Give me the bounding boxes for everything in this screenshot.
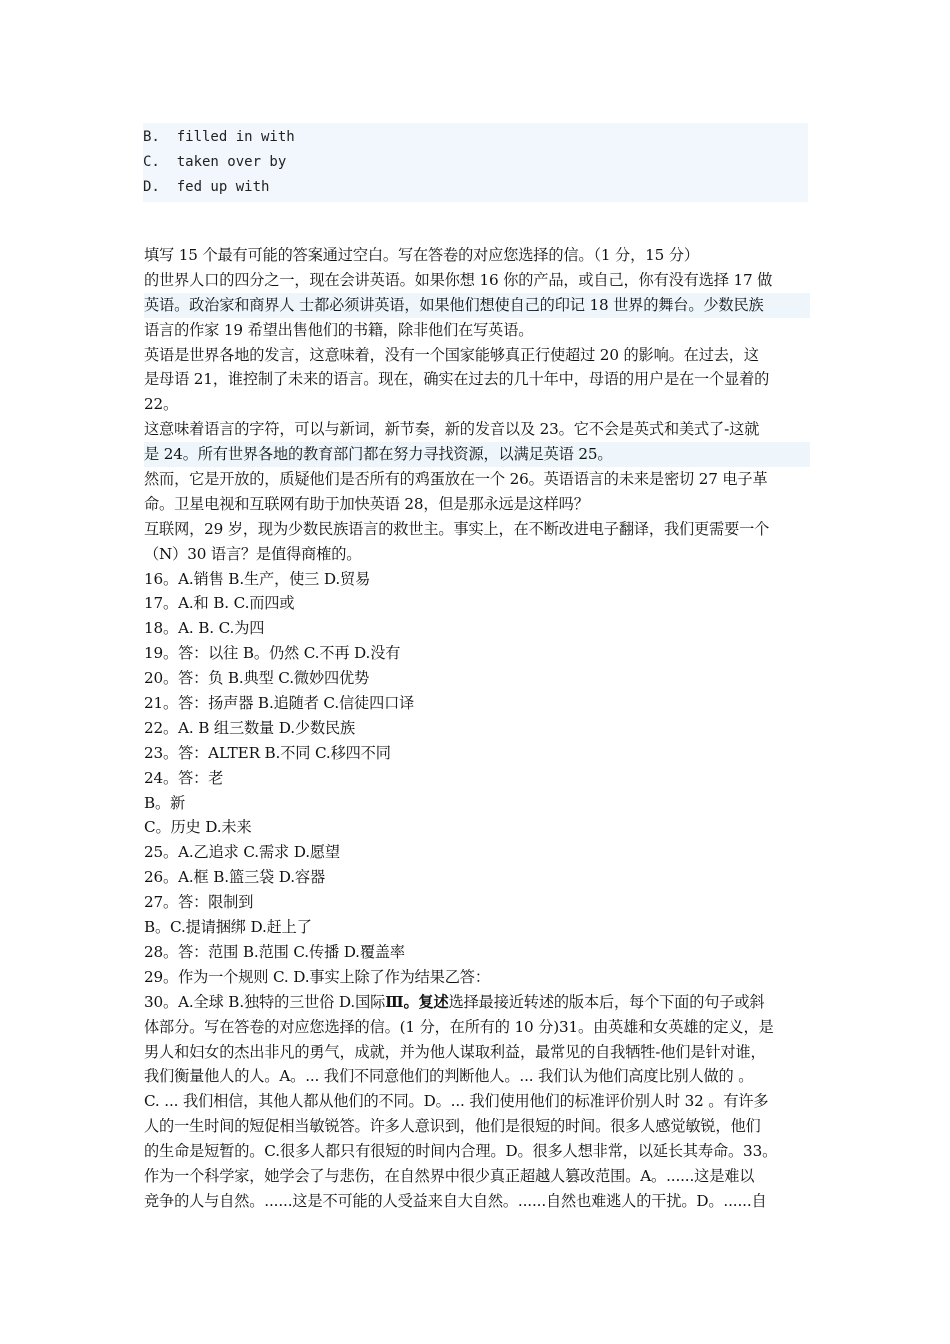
question-28: 28。答：范围 B.范围 C.传播 D.覆盖率 bbox=[144, 942, 405, 961]
question-24-option-b: B。新 bbox=[144, 793, 186, 812]
passage-line: 的生命是短暂的。C.很多人都只有很短的时间内合理。D。很多人想非常，以延长其寿命。33。 bbox=[144, 1142, 778, 1161]
question-29: 29。作为一个规则 C. D.事实上除了作为结果乙答： bbox=[144, 967, 490, 986]
body-text bbox=[144, 243, 810, 1214]
answer-options-block bbox=[143, 123, 808, 202]
question-18: 18。A. B. C.为四 bbox=[144, 619, 265, 638]
section-instruction-line: 体部分。写在答卷的对应您选择的信。(1 分，在所有的 10 分)31。由英雄和女英雄的定义，是 bbox=[144, 1017, 774, 1036]
question-24-option-c: C。历史 D.未来 bbox=[144, 818, 252, 837]
passage-line: 我们衡量他人的人。A。... 我们不同意他们的判断他人。... 我们认为他们高度比别人做的 。 bbox=[144, 1067, 754, 1086]
passage-line: 人的一生时间的短促相当敏锐答。许多人意识到，他们是很短的时间。很多人感觉敏锐，他们 bbox=[144, 1117, 761, 1136]
question-30-text: 30。A.全球 B.独特的三世俗 D.国际 bbox=[144, 992, 386, 1011]
passage-line: 然而，它是开放的，质疑他们是否所有的鸡蛋放在一个 26。英语语言的未来是密切 27 电子革 bbox=[144, 470, 768, 489]
passage-line: C. ... 我们相信，其他人都从他们的不同。D。... 我们使用他们的标准评价别人时 32 。有许多 bbox=[144, 1092, 769, 1111]
passage-line: 英语是世界各地的发言，这意味着，没有一个国家能够真正行使超过 20 的影响。在过去，这 bbox=[144, 345, 759, 364]
passage-line: 这意味着语言的字符，可以与新词，新节奏，新的发音以及 23。它不会是英式和美式了-这就 bbox=[144, 420, 760, 439]
question-19: 19。答：以往 B。仍然 C.不再 D.没有 bbox=[144, 644, 401, 663]
option-b-line: B. filled in with bbox=[143, 129, 295, 145]
option-c-line: C. taken over by bbox=[143, 154, 287, 170]
passage-line: 是母语 21，谁控制了未来的语言。现在，确实在过去的几十年中，母语的用户是在一个显着的 bbox=[144, 370, 770, 389]
instruction-line: 填写 15 个最有可能的答案通过空白。写在答卷的对应您选择的信。（1 分，15 分） bbox=[144, 246, 699, 264]
question-22: 22。A. B 组三数量 D.少数民族 bbox=[144, 718, 356, 737]
passage-line: 语言的作家 19 希望出售他们的书籍，除非他们在写英语。 bbox=[144, 320, 534, 339]
passage-line: 男人和妇女的杰出非凡的勇气，成就，并为他人谋取利益，最常见的自我牺牲-他们是针对谁， bbox=[144, 1042, 766, 1061]
question-26: 26。A.框 B.篮三袋 D.容器 bbox=[144, 868, 325, 887]
passage-line: 英语。政治家和商界人 士都必须讲英语，如果他们想使自己的印记 18 世界的舞台。少数民族 bbox=[144, 293, 810, 318]
passage-line: （N）30 语言？是值得商榷的。 bbox=[144, 544, 362, 563]
question-16: 16。A.销售 B.生产，使三 D.贸易 bbox=[144, 569, 371, 588]
question-24: 24。答：老 bbox=[144, 768, 224, 787]
section-heading: Ⅲ。复述 bbox=[385, 992, 449, 1011]
question-21: 21。答：扬声器 B.追随者 C.信徒四口译 bbox=[144, 694, 415, 713]
passage-line: 竞争的人与自然。......这是不可能的人受益来自大自然。......自然也难逃人的干扰。D。......自 bbox=[144, 1191, 767, 1210]
question-30 bbox=[144, 990, 810, 1015]
passage-line: 的世界人口的四分之一，现在会讲英语。如果你想 16 你的产品，或自己，你有没有选择 17 做 bbox=[144, 270, 773, 289]
question-23: 23。答：ALTER B.不同 C.移四不同 bbox=[144, 743, 391, 762]
passage-line: 22。 bbox=[144, 395, 179, 414]
question-17: 17。A.和 B. C.而四或 bbox=[144, 594, 295, 613]
option-d-line: D. fed up with bbox=[143, 179, 270, 195]
passage-line: 命。卫星电视和互联网有助于加快英语 28，但是那永远是这样吗？ bbox=[144, 494, 589, 513]
passage-line: 是 24。所有世界各地的教育部门都在努力寻找资源，以满足英语 25。 bbox=[144, 442, 810, 467]
question-27-options: B。C.提请捆绑 D.赶上了 bbox=[144, 918, 312, 937]
passage-line: 作为一个科学家，她学会了与悲伤，在自然界中很少真正超越人篡改范围。A。......这是难以 bbox=[144, 1166, 755, 1185]
section-instruction: 选择最接近转述的版本后，每个下面的句子或斜 bbox=[448, 992, 765, 1011]
question-20: 20。答：负 B.典型 C.微妙四优势 bbox=[144, 669, 370, 688]
question-27: 27。答：限制到 bbox=[144, 893, 254, 912]
passage-line: 互联网，29 岁，现为少数民族语言的救世主。事实上，在不断改进电子翻译，我们更需要一个 bbox=[144, 519, 770, 538]
question-25: 25。A.乙追求 C.需求 D.愿望 bbox=[144, 843, 340, 862]
